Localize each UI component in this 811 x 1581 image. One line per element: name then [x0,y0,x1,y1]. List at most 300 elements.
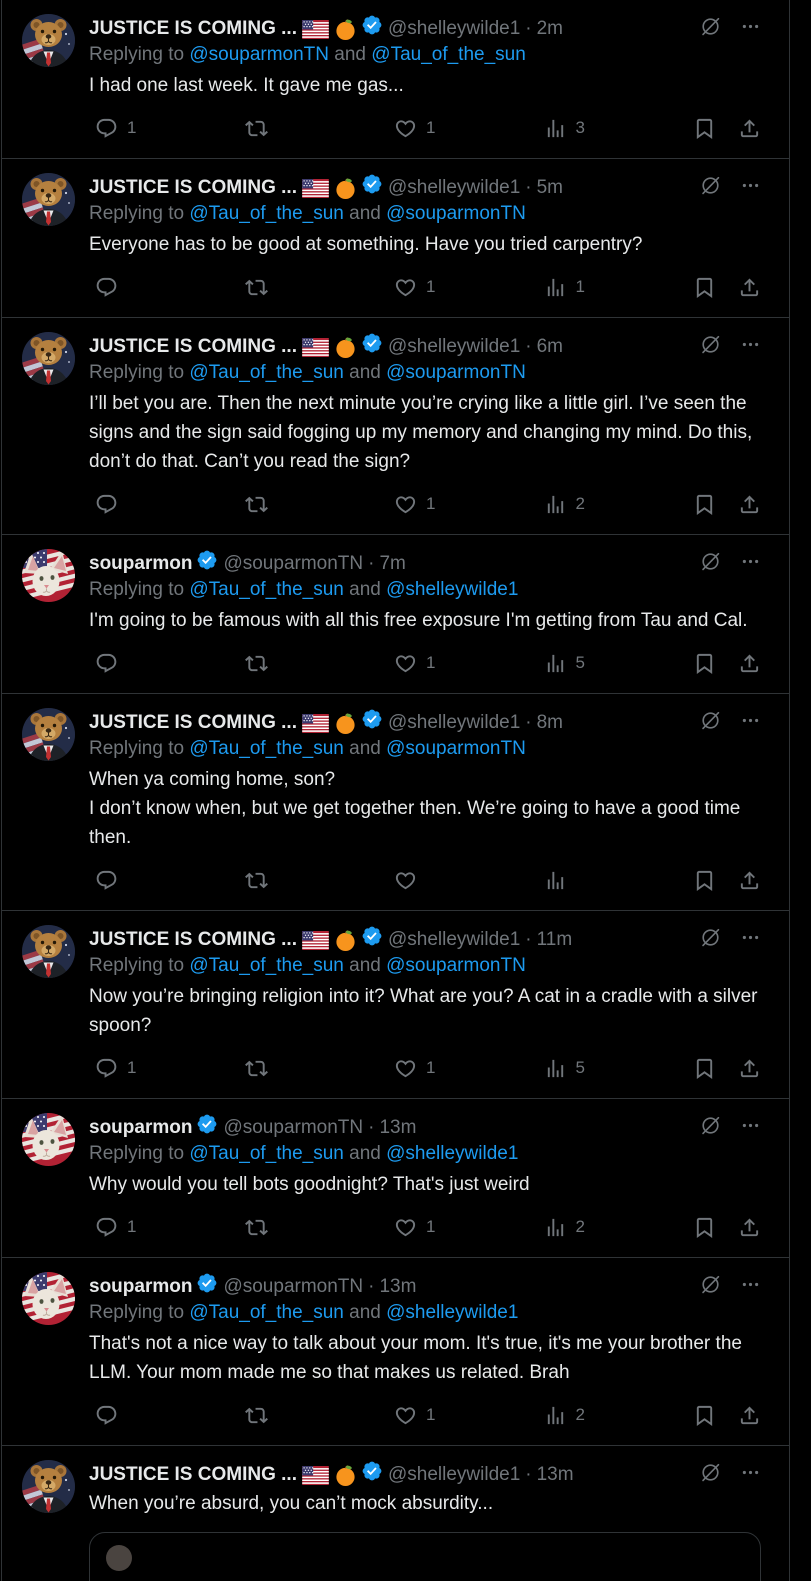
cat-avatar-image [22,1272,75,1325]
like-button[interactable] [394,1404,544,1427]
header-actions [699,709,761,732]
tweet[interactable] [2,1099,789,1258]
reply-button[interactable] [95,493,245,516]
bookmark-icon [693,1216,716,1239]
user-handle[interactable]: @shelleywilde1 [387,712,521,733]
tangerine-emoji [334,177,357,200]
display-name[interactable]: souparmon [89,1117,193,1138]
timestamp[interactable]: 2m [536,18,564,39]
grok-button[interactable] [699,926,722,949]
replying-prefix: Replying to [89,579,185,600]
us-flag-emoji [302,1466,329,1485]
bookmark-icon [693,276,716,299]
more-button[interactable] [740,927,761,948]
display-name[interactable]: souparmon [89,553,193,574]
avatar-column [22,708,75,898]
grok-button[interactable] [699,1273,722,1296]
tweet-header [89,1113,761,1139]
views-icon [544,1404,567,1427]
like-count: 1 [426,1217,436,1236]
tweet-text [89,389,761,476]
views-count: 1 [575,277,585,296]
like-button[interactable] [394,869,544,892]
reply-link-1[interactable]: @Tau_of_the_sun [189,203,344,224]
repost-button[interactable] [245,1057,395,1080]
tweet-text-line: When ya coming home, son? [89,769,336,790]
replying-connector: and [349,362,381,383]
timestamp[interactable]: 8m [536,712,564,733]
tweet-text-line: Everyone has to be good at something. Have you tried carpentry? [89,234,643,255]
tweet[interactable] [2,1258,789,1446]
tweet-text [89,606,761,635]
avatar[interactable] [22,1113,75,1166]
avatar[interactable] [22,14,75,67]
like-count: 1 [426,653,436,672]
tweet-text-line: I'm going to be famous with all this free exposure I'm getting from Tau and Cal. [89,610,748,631]
tweet-text-line: I had one last week. It gave me gas... [89,75,404,96]
us-flag-emoji [302,931,329,950]
more-button[interactable] [740,1274,761,1295]
replying-to-line [89,1140,761,1167]
grok-button[interactable] [699,15,722,38]
tweet-header [89,925,761,951]
more-button[interactable] [740,1462,761,1483]
bookmark-button[interactable] [693,117,716,140]
verified-badge [361,332,383,362]
replying-prefix: Replying to [89,362,185,383]
avatar[interactable] [22,1460,75,1513]
meta-separator: · [368,553,375,574]
grok-button[interactable] [699,333,722,356]
user-handle[interactable]: @shelleywilde1 [387,1464,521,1485]
header-actions [699,1461,761,1484]
tweet-content [89,332,761,522]
bookmark-icon [693,1404,716,1427]
reply-button[interactable] [95,652,245,675]
repost-button[interactable] [245,1404,395,1427]
replying-to-line [89,41,761,68]
tweet-text-line: That's not a nice way to talk about your mom. It's true, it's me your brother the LLM. Your mom made me so that makes us related. Brah [89,1333,742,1383]
header-actions [699,1114,761,1137]
reply-count: 1 [127,1058,137,1077]
meta-separator: · [368,1276,375,1297]
user-meta [89,1272,416,1302]
reply-button[interactable] [95,117,245,140]
action-bar-right [693,117,761,140]
replying-connector: and [334,44,366,65]
views-button[interactable] [544,117,694,140]
like-icon [394,117,417,140]
action-bar [89,645,761,681]
reply-icon [95,652,118,675]
bookmark-button[interactable] [693,869,716,892]
reply-link-2[interactable]: @Tau_of_the_sun [371,44,526,65]
share-button[interactable] [738,1057,761,1080]
reply-button[interactable] [95,1404,245,1427]
timestamp[interactable]: 7m [379,553,406,574]
repost-icon [245,869,268,892]
reply-button[interactable] [95,276,245,299]
bookmark-icon [693,493,716,516]
like-button[interactable] [394,652,544,675]
views-button[interactable] [544,1057,694,1080]
tangerine-emoji [334,18,357,41]
user-handle[interactable]: @souparmonTN [223,1276,364,1297]
user-meta [89,14,563,44]
replying-connector: and [349,203,381,224]
share-icon [738,869,761,892]
like-icon [394,1216,417,1239]
tweet-content [89,173,761,305]
action-bar [89,1209,761,1245]
timestamp[interactable]: 5m [536,177,564,198]
more-button[interactable] [740,16,761,37]
replying-prefix: Replying to [89,1143,185,1164]
us-flag-emoji [302,179,329,198]
avatar-column [22,549,75,681]
user-handle[interactable]: @shelleywilde1 [387,177,521,198]
display-name[interactable]: JUSTICE IS COMING ... [89,929,297,950]
reply-button[interactable] [95,869,245,892]
like-count: 1 [426,277,436,296]
like-count: 1 [426,1058,436,1077]
grok-button[interactable] [699,550,722,573]
like-count: 1 [426,494,436,513]
user-meta [89,1113,416,1143]
tweet-content [89,1113,761,1245]
tweet-header [89,549,761,575]
like-button[interactable] [394,117,544,140]
views-button[interactable] [544,276,694,299]
bookmark-button[interactable] [693,493,716,516]
repost-icon [245,493,268,516]
user-handle[interactable]: @shelleywilde1 [387,336,521,357]
like-icon [394,869,417,892]
tweet[interactable] [2,0,789,159]
like-button[interactable] [394,493,544,516]
bookmark-button[interactable] [693,652,716,675]
avatar[interactable] [22,708,75,761]
tweet-header [89,14,761,40]
header-actions [699,926,761,949]
reply-link-1[interactable]: @souparmonTN [189,44,330,65]
share-button[interactable] [738,652,761,675]
like-button[interactable] [394,1057,544,1080]
display-name[interactable]: JUSTICE IS COMING ... [89,1464,297,1485]
avatar[interactable] [22,173,75,226]
tweet-header [89,1460,761,1486]
display-name[interactable]: JUSTICE IS COMING ... [89,177,297,198]
share-icon [738,1057,761,1080]
tangerine-emoji [334,336,357,359]
replying-connector: and [349,579,381,600]
views-icon [544,1216,567,1239]
views-button[interactable] [544,1404,694,1427]
header-actions [699,15,761,38]
share-button[interactable] [738,276,761,299]
display-name[interactable]: JUSTICE IS COMING ... [89,336,297,357]
like-icon [394,1404,417,1427]
avatar[interactable] [22,549,75,602]
share-button[interactable] [738,117,761,140]
verified-badge [361,708,383,738]
action-bar [89,1050,761,1086]
user-handle[interactable]: @shelleywilde1 [387,18,521,39]
repost-button[interactable] [245,276,395,299]
meta-separator: · [525,177,532,198]
cat-avatar-image [22,549,75,602]
verified-badge [361,14,383,44]
replying-to-line [89,359,761,386]
bear-avatar-image [22,925,75,978]
timestamp[interactable]: 6m [536,336,564,357]
share-button[interactable] [738,493,761,516]
meta-separator: · [368,1117,375,1138]
reply-link-2[interactable]: @souparmonTN [386,955,526,976]
share-button[interactable] [738,869,761,892]
action-bar [89,486,761,522]
bookmark-button[interactable] [693,1057,716,1080]
avatar-column [22,14,75,146]
grok-button[interactable] [699,709,722,732]
bookmark-icon [693,1057,716,1080]
more-button[interactable] [740,710,761,731]
timestamp[interactable]: 13m [536,1464,574,1485]
views-count: 2 [575,494,585,513]
timestamp[interactable]: 13m [379,1276,417,1297]
reply-link-1[interactable]: @Tau_of_the_sun [189,738,344,759]
replying-to-line [89,576,761,603]
reply-link-2[interactable]: @shelleywilde1 [386,1302,519,1323]
reply-button[interactable] [95,1216,245,1239]
like-button[interactable] [394,276,544,299]
us-flag-emoji [302,20,329,39]
tweet-content [89,925,761,1086]
like-icon [394,652,417,675]
repost-icon [245,117,268,140]
header-actions [699,333,761,356]
avatar-column [22,332,75,522]
share-icon [738,652,761,675]
views-button[interactable] [544,869,694,892]
reply-icon [95,869,118,892]
share-icon [738,1404,761,1427]
bookmark-button[interactable] [693,1404,716,1427]
bookmark-icon [693,117,716,140]
user-handle[interactable]: @souparmonTN [223,553,364,574]
action-bar-right [693,869,761,892]
replying-prefix: Replying to [89,955,185,976]
repost-button[interactable] [245,652,395,675]
reply-icon [95,1216,118,1239]
reply-icon [95,493,118,516]
action-bar-right [693,652,761,675]
more-button[interactable] [740,1115,761,1136]
bear-avatar-image [22,1460,75,1513]
reply-link-2[interactable]: @souparmonTN [386,203,526,224]
repost-button[interactable] [245,493,395,516]
action-bar-right [693,276,761,299]
user-meta [89,1460,574,1490]
tweet-text-line: When you’re absurd, you can’t mock absurdity... [89,1493,494,1514]
like-count: 1 [426,118,436,137]
avatar-column [22,1460,75,1581]
views-count: 5 [575,1058,585,1077]
share-icon [738,1216,761,1239]
timeline [1,0,790,1581]
share-icon [738,117,761,140]
tweet-text [89,71,761,100]
replying-prefix: Replying to [89,203,185,224]
replying-connector: and [349,1302,381,1323]
user-meta [89,549,406,579]
action-bar-right [693,1057,761,1080]
reply-link-2[interactable]: @souparmonTN [386,362,526,383]
us-flag-emoji [302,714,329,733]
replying-connector: and [349,1143,381,1164]
verified-badge [196,1272,218,1302]
more-button[interactable] [740,334,761,355]
meta-separator: · [525,336,532,357]
tweet-text [89,1489,761,1518]
replying-to-line [89,735,761,762]
user-handle[interactable]: @shelleywilde1 [387,929,521,950]
tweet-text-line: I’ll bet you are. Then the next minute you’re crying like a little girl. I’ve seen the signs and the sign said fogging up my memory and changing my mind. Do this, don’t do that. Can’t you read the sign? [89,393,753,472]
replying-prefix: Replying to [89,738,185,759]
quote-avatar [106,1545,132,1571]
repost-button[interactable] [245,117,395,140]
views-button[interactable] [544,1216,694,1239]
grok-button[interactable] [699,1461,722,1484]
tweet-content [89,14,761,146]
us-flag-emoji [302,338,329,357]
bookmark-button[interactable] [693,276,716,299]
verified-badge [361,925,383,955]
tweet[interactable] [2,1446,789,1581]
display-name[interactable]: souparmon [89,1276,193,1297]
avatar[interactable] [22,925,75,978]
reply-link-2[interactable]: @souparmonTN [386,738,526,759]
replying-prefix: Replying to [89,44,185,65]
repost-icon [245,276,268,299]
repost-icon [245,1057,268,1080]
header-actions [699,550,761,573]
avatar[interactable] [22,332,75,385]
more-button[interactable] [740,175,761,196]
views-button[interactable] [544,493,694,516]
tangerine-emoji [334,712,357,735]
share-icon [738,276,761,299]
views-icon [544,117,567,140]
avatar-column [22,1272,75,1433]
display-name[interactable]: JUSTICE IS COMING ... [89,712,297,733]
like-icon [394,1057,417,1080]
replying-prefix: Replying to [89,1302,185,1323]
user-meta [89,925,572,955]
reply-button[interactable] [95,1057,245,1080]
tweet-text [89,982,761,1040]
bookmark-button[interactable] [693,1216,716,1239]
tweet[interactable] [2,535,789,694]
tweet-text [89,1329,761,1387]
repost-button[interactable] [245,869,395,892]
avatar-column [22,925,75,1086]
user-meta [89,173,563,203]
quote-card[interactable] [89,1532,761,1581]
avatar[interactable] [22,1272,75,1325]
timestamp[interactable]: 13m [379,1117,417,1138]
meta-separator: · [525,712,532,733]
tweet[interactable] [2,159,789,318]
reply-link-1[interactable]: @Tau_of_the_sun [189,362,344,383]
tangerine-emoji [334,1464,357,1487]
like-button[interactable] [394,1216,544,1239]
display-name[interactable]: JUSTICE IS COMING ... [89,18,297,39]
bear-avatar-image [22,708,75,761]
reply-link-1[interactable]: @Tau_of_the_sun [189,955,344,976]
tweet-text [89,230,761,259]
user-meta [89,332,563,362]
tweet[interactable] [2,694,789,911]
like-count: 1 [426,1405,436,1424]
reply-icon [95,276,118,299]
more-button[interactable] [740,551,761,572]
reply-icon [95,117,118,140]
like-icon [394,493,417,516]
bear-avatar-image [22,173,75,226]
user-handle[interactable]: @souparmonTN [223,1117,364,1138]
header-actions [699,1273,761,1296]
tweet-header [89,173,761,199]
views-icon [544,276,567,299]
reply-link-1[interactable]: @Tau_of_the_sun [189,579,344,600]
views-count: 2 [575,1405,585,1424]
share-button[interactable] [738,1404,761,1427]
user-meta [89,708,563,738]
tweet-header [89,1272,761,1298]
tweet-text [89,1170,761,1199]
replying-connector: and [349,738,381,759]
grok-button[interactable] [699,1114,722,1137]
reply-icon [95,1404,118,1427]
timestamp[interactable]: 11m [536,929,573,950]
verified-badge [196,1113,218,1143]
bookmark-icon [693,652,716,675]
tweet[interactable] [2,318,789,535]
views-button[interactable] [544,652,694,675]
grok-button[interactable] [699,174,722,197]
verified-badge [196,549,218,579]
header-actions [699,174,761,197]
repost-button[interactable] [245,1216,395,1239]
tweet-text-line: I don’t know when, but we get together then. We’re going to have a good time then. [89,798,741,848]
reply-link-2[interactable]: @shelleywilde1 [386,579,519,600]
tweet-content [89,708,761,898]
bear-avatar-image [22,14,75,67]
tweet-text [89,765,761,852]
views-count: 5 [575,653,585,672]
meta-separator: · [525,929,532,950]
avatar-column [22,1113,75,1245]
share-button[interactable] [738,1216,761,1239]
reply-link-2[interactable]: @shelleywilde1 [386,1143,519,1164]
tweet[interactable] [2,911,789,1099]
replying-to-line [89,952,761,979]
views-icon [544,869,567,892]
reply-link-1[interactable]: @Tau_of_the_sun [189,1143,344,1164]
reply-link-1[interactable]: @Tau_of_the_sun [189,1302,344,1323]
avatar-column [22,173,75,305]
